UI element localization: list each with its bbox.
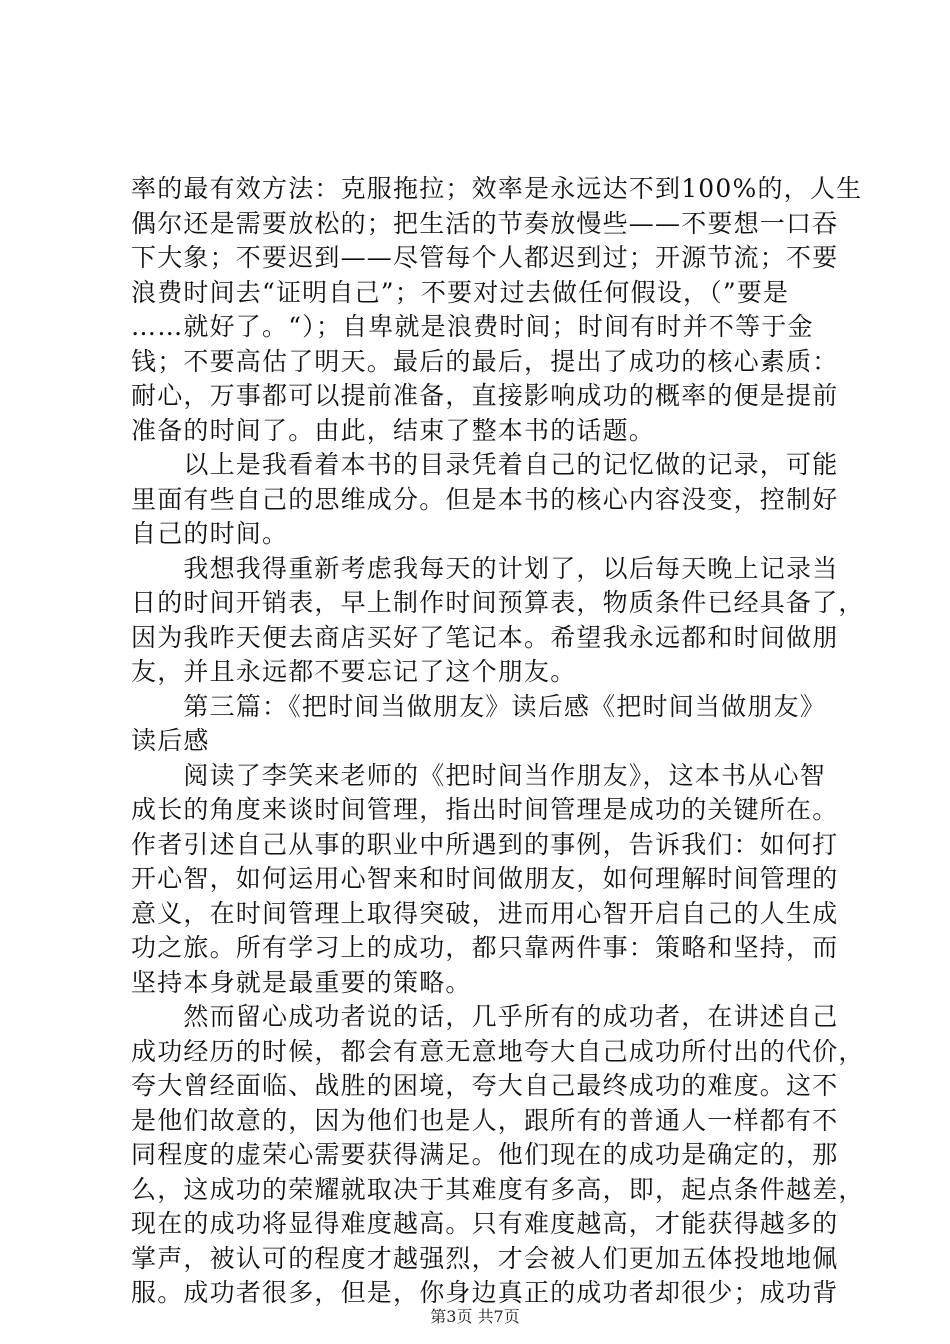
section-heading-line: 读后感 (131, 726, 210, 755)
text-line: 因为我昨天便去商店买好了笔记本。希望我永远都和时间做朋 (131, 622, 839, 652)
text-line: ……就好了。“）；自卑就是浪费时间；时间有时并不等于金 (131, 312, 814, 341)
text-line: 么，这成功的荣耀就取决于其难度有多高，即，起点条件越差， (131, 1174, 865, 1204)
text-line: 同程度的虚荣心需要获得满足。他们现在的成功是确定的，那 (131, 1140, 839, 1169)
text-line: 下大象；不要迟到——尽管每个人都迟到过；开源节流；不要 (131, 243, 839, 272)
text-line: 夸大曾经面临、战胜的困境，夸大自己最终成功的难度。这不 (131, 1071, 839, 1100)
text-line: 耐心，万事都可以提前准备，直接影响成功的概率的便是提前 (131, 381, 839, 410)
text-line: 成长的角度来谈时间管理，指出时间管理是成功的关键所在。 (131, 795, 839, 824)
text-line: 以上是我看着本书的目录凭着自己的记忆做的记录，可能 (131, 450, 839, 479)
text-line: 阅读了李笑来老师的《把时间当作朋友》，这本书从心智 (131, 760, 826, 790)
document-body (131, 172, 865, 1311)
text-line: 是他们故意的，因为他们也是人，跟所有的普通人一样都有不 (131, 1105, 839, 1135)
text-line: 偶尔还是需要放松的；把生活的节奏放慢些——不要想一口吞 (131, 208, 839, 238)
page-number-footer: 第3页 共7页 (430, 1307, 520, 1326)
text-line: 浪费时间去“证明自己”；不要对过去做任何假设，（”要是 (131, 277, 790, 307)
text-line: 成功经历的时候，都会有意无意地夸大自己成功所付出的代价， (131, 1036, 865, 1066)
text-line: 然而留心成功者说的话，几乎所有的成功者，在讲述自己 (131, 1002, 839, 1031)
section-heading-line: 第三篇：《把时间当做朋友》读后感《把时间当做朋友》 (131, 691, 826, 721)
text-line: 日的时间开销表，早上制作时间预算表，物质条件已经具备了， (131, 588, 865, 617)
text-line: 准备的时间了。由此，结束了整本书的话题。 (131, 415, 656, 445)
text-line: 掌声，被认可的程度才越强烈，才会被人们更加五体投地地佩 (131, 1243, 839, 1273)
text-line: 自己的时间。 (131, 519, 289, 548)
text-line: 坚持本身就是最重要的策略。 (131, 967, 472, 997)
text-line: 钱；不要高估了明天。最后的最后，提出了成功的核心素质： (131, 346, 839, 376)
text-line: 开心智，如何运用心智来和时间做朋友，如何理解时间管理的 (131, 864, 839, 893)
text-line: 现在的成功将显得难度越高。只有难度越高，才能获得越多的 (131, 1209, 839, 1238)
text-line: 意义，在时间管理上取得突破，进而用心智开启自己的人生成 (131, 898, 839, 928)
text-line: 功之旅。所有学习上的成功，都只靠两件事：策略和坚持，而 (131, 933, 839, 962)
text-line: 里面有些自己的思维成分。但是本书的核心内容没变，控制好 (131, 484, 839, 514)
text-line: 我想我得重新考虑我每天的计划了，以后每天晚上记录当 (131, 553, 839, 583)
text-line: 率的最有效方法：克服拖拉；效率是永远达不到100%的，人生 (131, 174, 863, 203)
text-line: 友，并且永远都不要忘记了这个朋友。 (131, 657, 577, 686)
text-line: 服。成功者很多，但是，你身边真正的成功者却很少；成功背 (131, 1278, 839, 1307)
text-line: 作者引述自己从事的职业中所遇到的事例，告诉我们：如何打 (131, 829, 839, 859)
